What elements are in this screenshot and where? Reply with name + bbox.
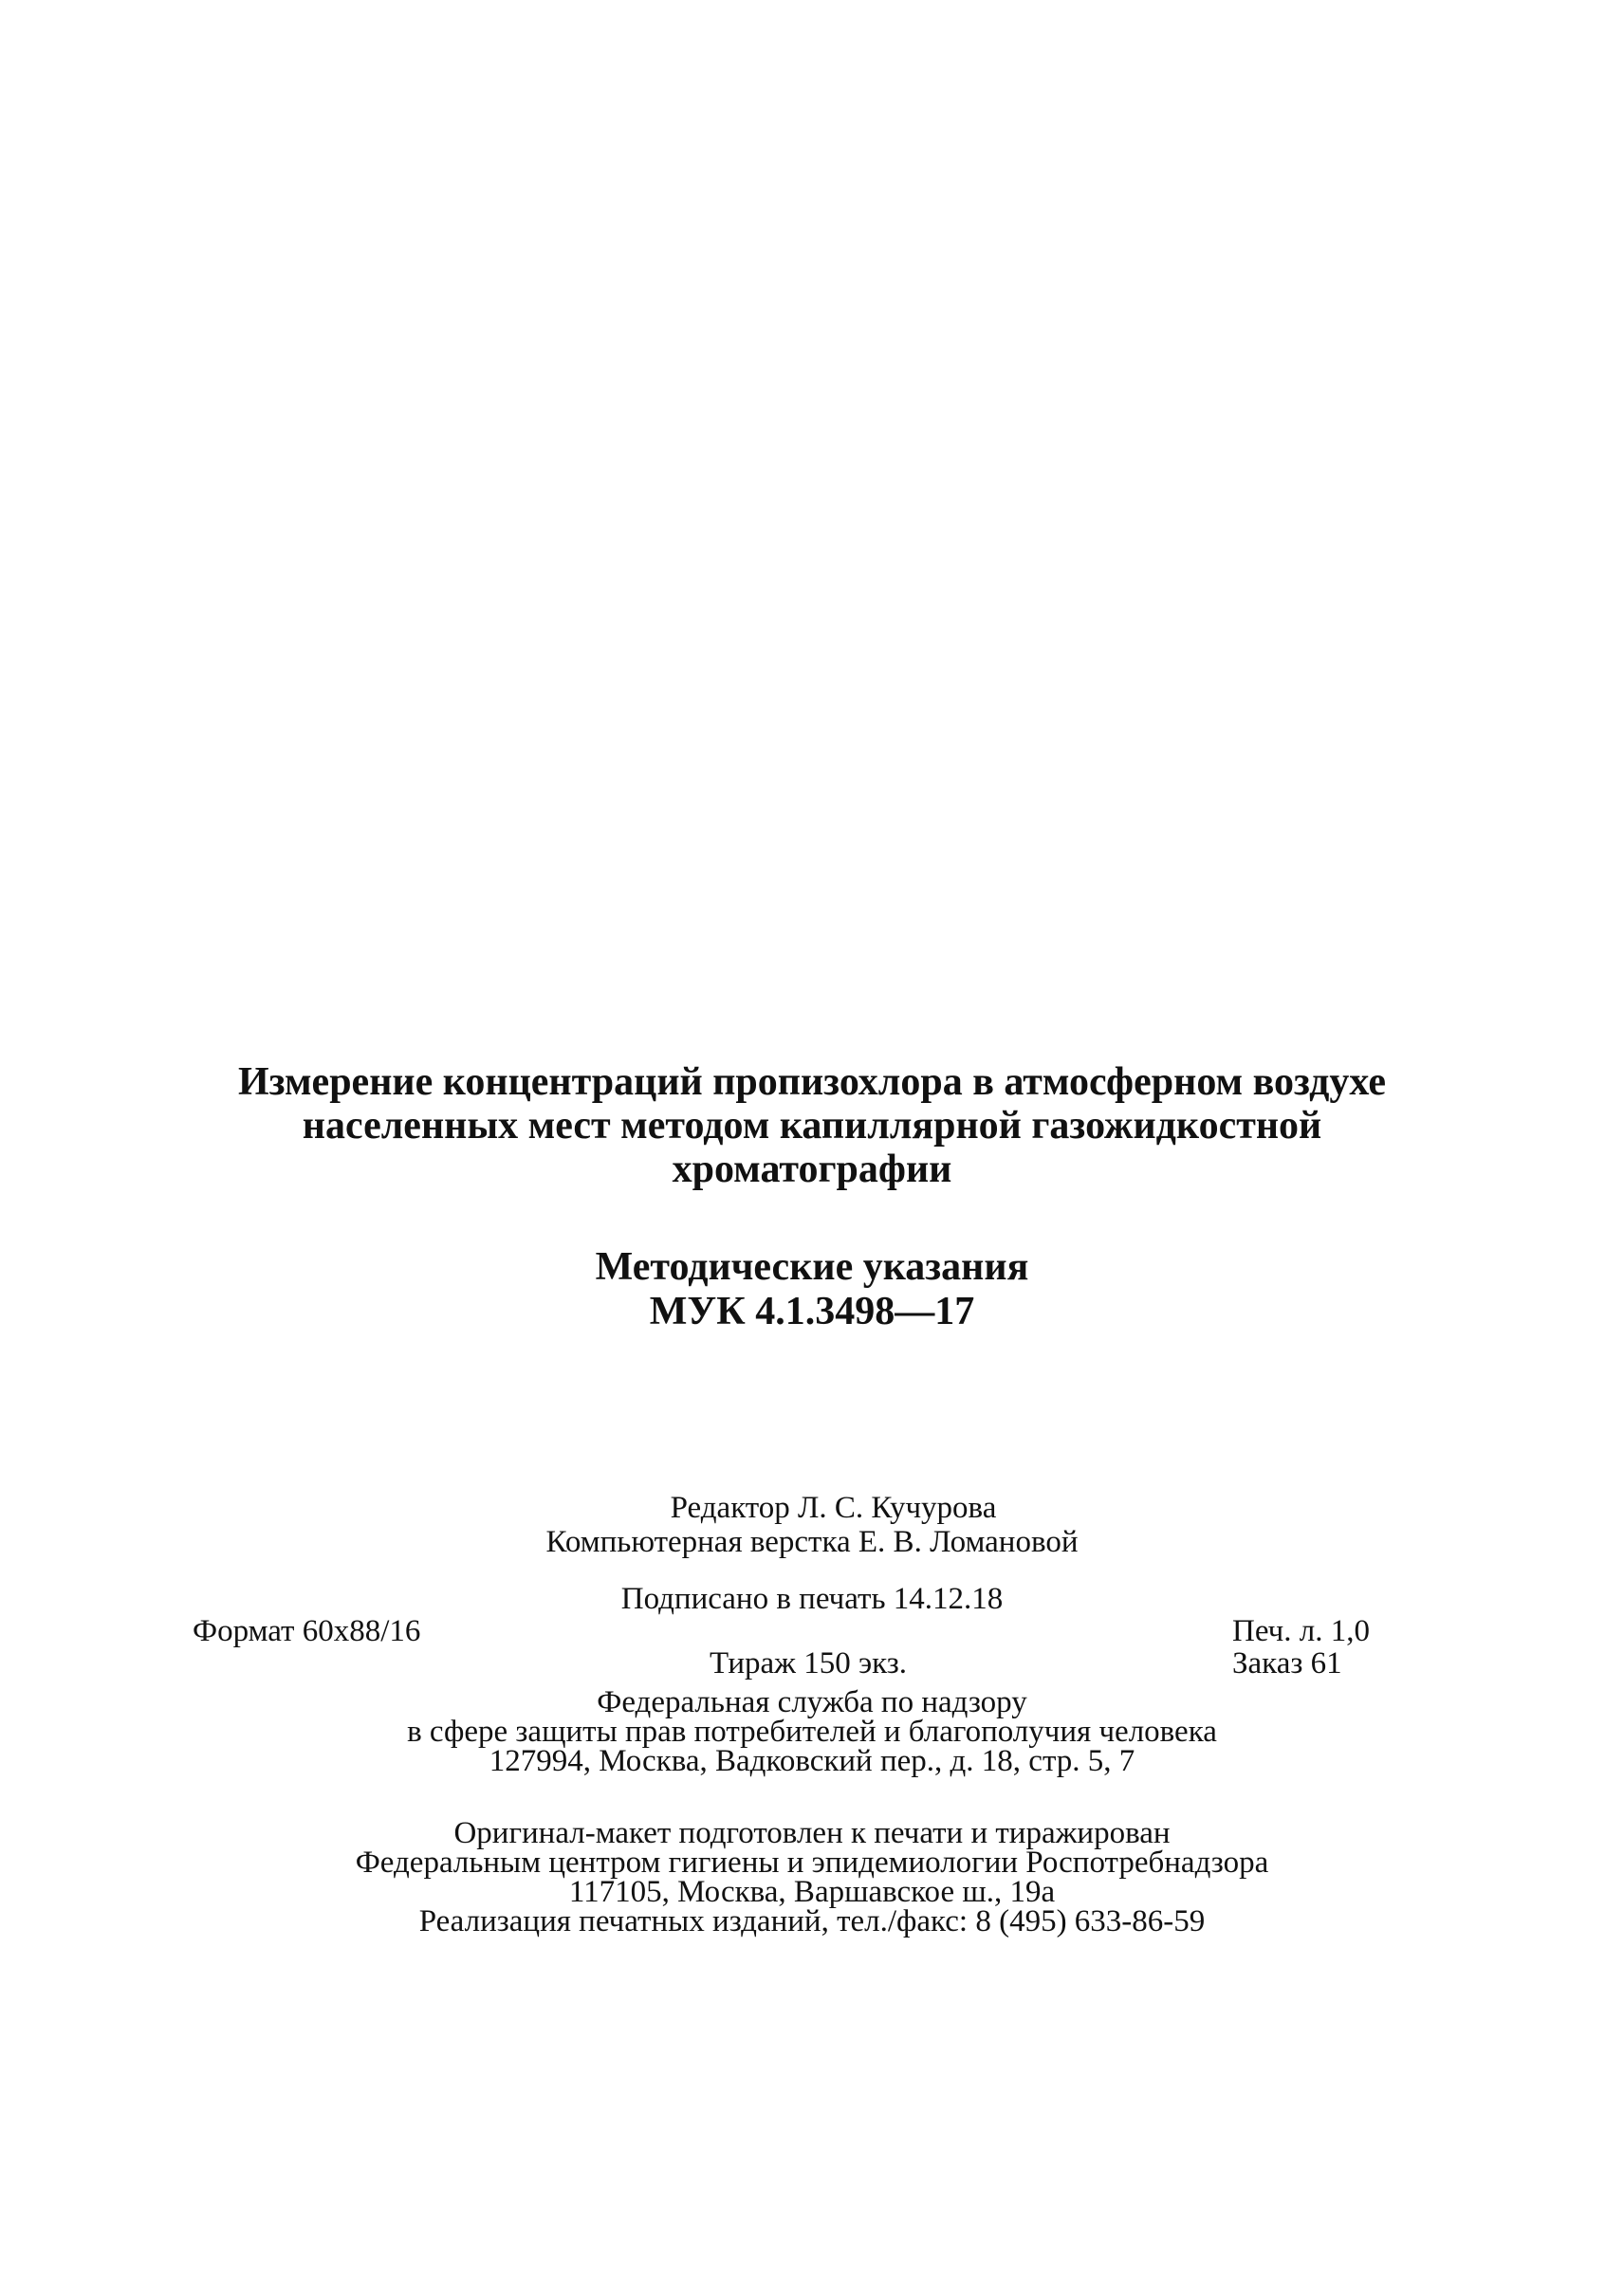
print-circulation: Тираж 150 экз. (710, 1646, 907, 1681)
document-code: МУК 4.1.3498—17 (649, 1290, 975, 1333)
publisher-line-3: 127994, Москва, Вадковский пер., д. 18, стр. 5, 7 (489, 1744, 1135, 1778)
document-subtitle (0, 1245, 1624, 1334)
document-type: Методические указания (595, 1245, 1029, 1289)
layout-credit: Компьютерная верстка Е. В. Ломановой (545, 1525, 1079, 1559)
printer-line-4: Реализация печатных изданий, тел./факс: 8 (495) 633-86-59 (418, 1904, 1206, 1938)
print-sheets: Печ. л. 1,0 (1232, 1614, 1370, 1648)
printer-line-1: Оригинал-макет подготовлен к печати и тиражирован (453, 1816, 1171, 1850)
credits-block (0, 1491, 1624, 1559)
publisher-line-2: в сфере защиты прав потребителей и благополучия человека (407, 1715, 1217, 1749)
signed-to-print: Подписано в печать 14.12.18 (620, 1582, 1004, 1616)
title-line-1: Измерение концентраций пропизохлора в атмосферном воздухе (238, 1060, 1386, 1104)
print-order: Заказ 61 (1232, 1646, 1342, 1681)
printer-line-2: Федеральным центром гигиены и эпидемиологии Роспотребнадзора (355, 1846, 1269, 1880)
publisher-line-1: Федеральная служба по надзору (597, 1685, 1027, 1719)
publisher-block (0, 1685, 1624, 1778)
document-title (0, 1060, 1624, 1191)
title-line-2: населенных мест методом капиллярной газожидкостной (302, 1104, 1322, 1148)
printer-block (0, 1816, 1624, 1938)
title-line-3: хроматографии (672, 1148, 952, 1191)
printer-line-3: 117105, Москва, Варшавское ш., 19а (568, 1875, 1056, 1909)
print-format: Формат 60x88/16 (193, 1614, 421, 1648)
editor-credit: Редактор Л. С. Кучурова (670, 1491, 997, 1525)
